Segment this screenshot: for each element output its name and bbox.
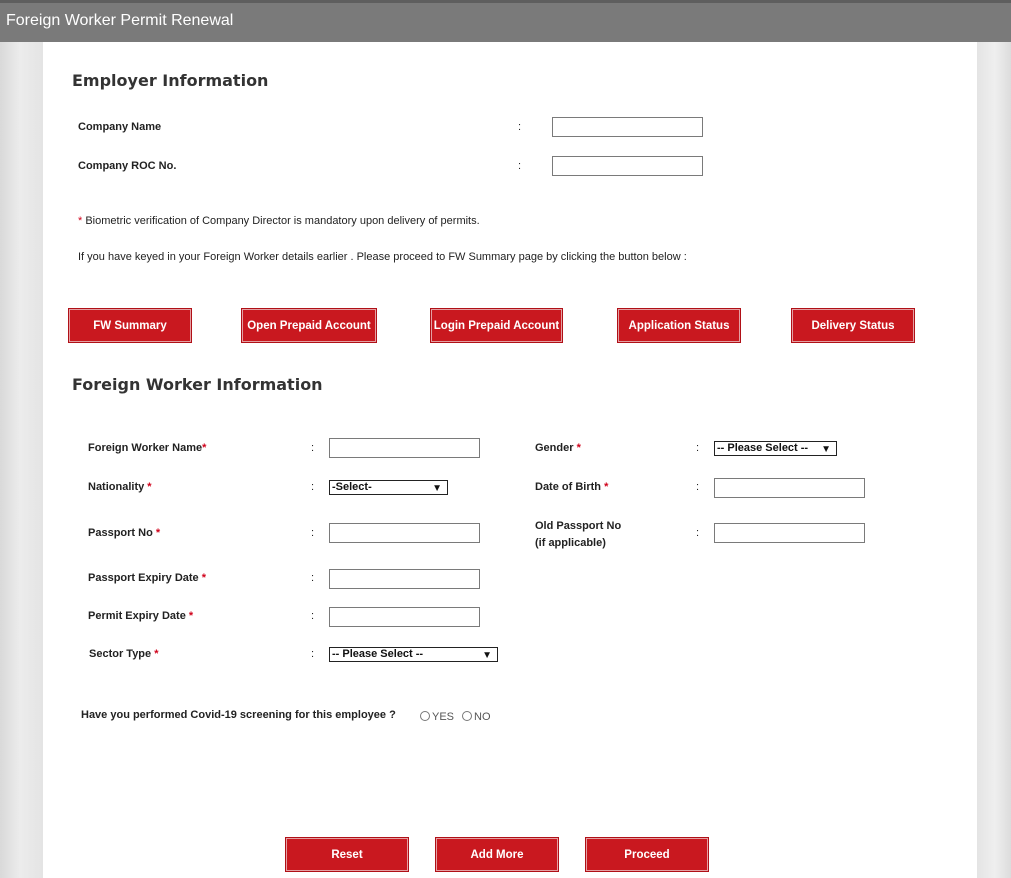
covid-yes-radio[interactable] (420, 711, 430, 721)
covid-no-radio[interactable] (462, 711, 472, 721)
add-more-button[interactable]: Add More (435, 837, 559, 872)
covid-no-label[interactable]: NO (474, 711, 491, 723)
colon: : (311, 527, 315, 539)
company-name-label: Company Name (78, 121, 162, 133)
gender-label-text: Gender (535, 442, 574, 454)
covid-yes-label[interactable]: YES (432, 711, 455, 723)
covid-radio-group (420, 707, 499, 725)
nationality-label-text: Nationality (88, 481, 145, 493)
dob-label-text: Date of Birth (535, 481, 601, 493)
old-passport-label (535, 518, 621, 552)
company-roc-label: Company ROC No. (78, 160, 177, 172)
sector-type-label (89, 648, 159, 660)
covid-question: Have you performed Covid-19 screening for this employee ? (81, 709, 396, 721)
required-asterisk: * (78, 215, 83, 227)
proceed-note: If you have keyed in your Foreign Worker details earlier . Please proceed to FW Summary page by clicking the button below : (78, 251, 687, 263)
colon: : (696, 481, 700, 493)
required-asterisk: * (576, 442, 581, 454)
fw-summary-button[interactable]: FW Summary (68, 308, 192, 343)
application-status-button[interactable]: Application Status (617, 308, 741, 343)
gender-label (535, 442, 581, 454)
login-prepaid-account-button[interactable]: Login Prepaid Account (430, 308, 563, 343)
dob-input[interactable] (714, 478, 865, 498)
passport-expiry-input[interactable] (329, 569, 480, 589)
permit-expiry-label (88, 610, 193, 622)
nationality-select-value: -Select- (332, 481, 372, 493)
old-passport-label-line2: (if applicable) (535, 537, 606, 549)
colon: : (311, 442, 315, 454)
form-panel (43, 42, 977, 878)
required-asterisk: * (604, 481, 609, 493)
delivery-status-button[interactable]: Delivery Status (791, 308, 915, 343)
required-asterisk: * (147, 481, 152, 493)
window-title-bar (0, 0, 1011, 42)
passport-label-text: Passport No (88, 527, 153, 539)
worker-name-label-text: Foreign Worker Name (88, 442, 203, 454)
colon: : (696, 527, 700, 539)
old-passport-input[interactable] (714, 523, 865, 543)
colon: : (311, 648, 315, 660)
colon: : (518, 160, 522, 172)
passport-label (88, 527, 160, 539)
gender-select-value: -- Please Select -- (717, 442, 809, 454)
company-name-input[interactable] (552, 117, 703, 137)
required-asterisk: * (188, 610, 194, 622)
passport-input[interactable] (329, 523, 480, 543)
worker-name-input[interactable] (329, 438, 480, 458)
colon: : (518, 121, 522, 133)
gender-select[interactable] (714, 441, 837, 456)
chevron-down-icon: ▼ (821, 444, 831, 455)
required-asterisk: * (202, 442, 207, 454)
passport-expiry-label (88, 572, 206, 584)
biometric-note (78, 215, 480, 227)
required-asterisk: * (155, 527, 161, 539)
chevron-down-icon: ▼ (482, 650, 492, 661)
old-passport-label-line1: Old Passport No (535, 520, 622, 532)
worker-name-label (88, 442, 206, 454)
sector-type-label-text: Sector Type (89, 648, 152, 660)
colon: : (311, 610, 315, 622)
sector-type-select[interactable] (329, 647, 498, 662)
sector-type-select-value: -- Please Select -- (332, 648, 424, 660)
required-asterisk: * (201, 572, 206, 584)
biometric-note-text: Biometric verification of Company Director is mandatory upon delivery of permits. (85, 215, 480, 227)
permit-expiry-input[interactable] (329, 607, 480, 627)
colon: : (696, 442, 700, 454)
reset-button[interactable]: Reset (285, 837, 409, 872)
chevron-down-icon: ▼ (432, 483, 442, 494)
dob-label (535, 481, 608, 493)
worker-info-heading: Foreign Worker Information (72, 375, 323, 394)
colon: : (311, 572, 315, 584)
employer-info-heading: Employer Information (72, 71, 269, 90)
passport-expiry-label-text: Passport Expiry Date (88, 572, 199, 584)
proceed-button[interactable]: Proceed (585, 837, 709, 872)
company-roc-input[interactable] (552, 156, 703, 176)
required-asterisk: * (154, 648, 159, 660)
permit-expiry-label-text: Permit Expiry Date (88, 610, 186, 622)
nationality-select[interactable] (329, 480, 448, 495)
nationality-label (88, 481, 152, 493)
colon: : (311, 481, 315, 493)
open-prepaid-account-button[interactable]: Open Prepaid Account (241, 308, 377, 343)
window-title: Foreign Worker Permit Renewal (6, 12, 234, 29)
